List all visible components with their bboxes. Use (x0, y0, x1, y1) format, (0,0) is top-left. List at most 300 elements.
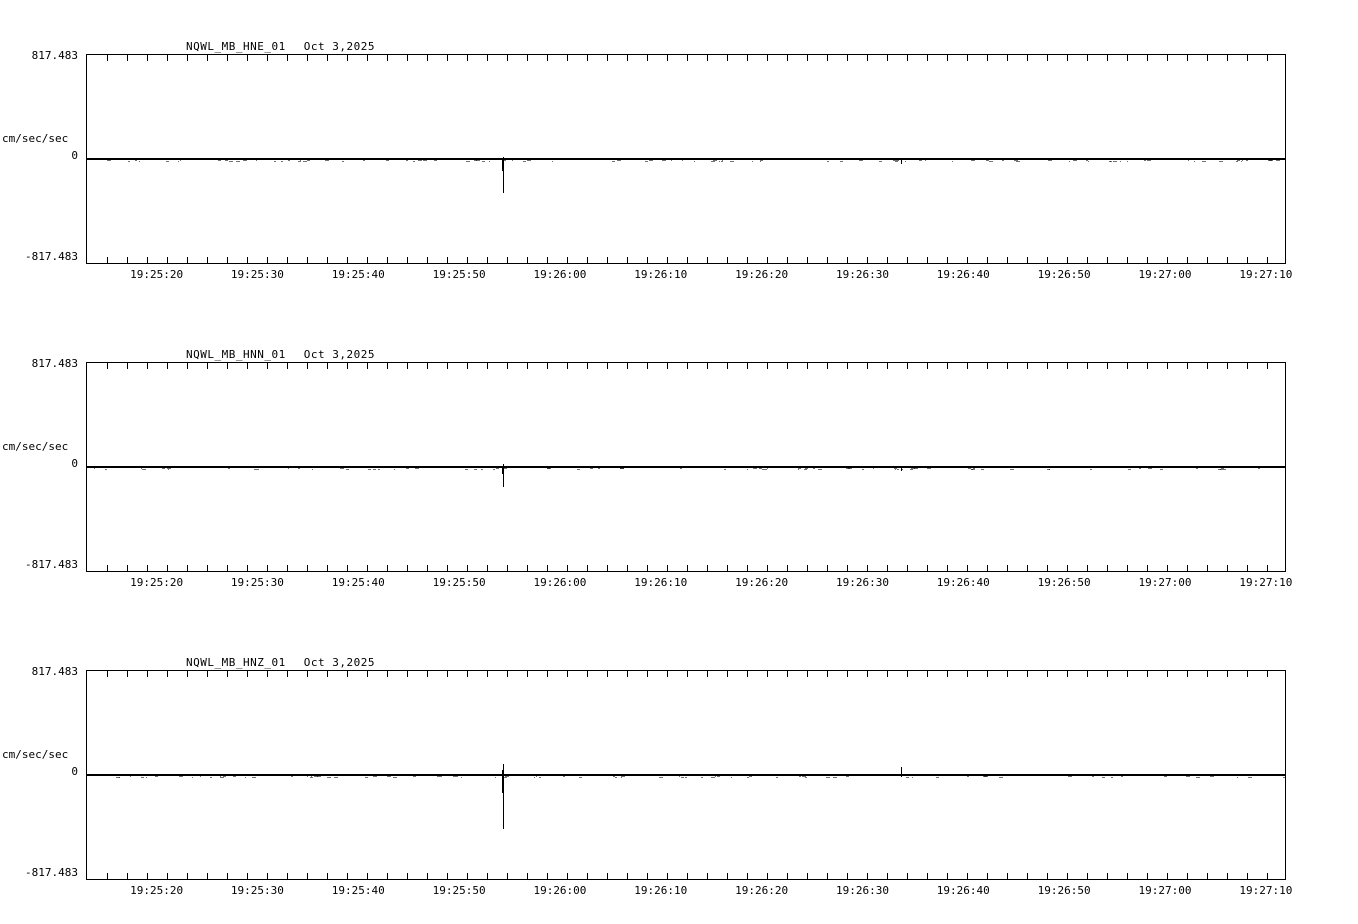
axis-tick-mark (527, 55, 528, 61)
axis-tick-mark (1267, 565, 1268, 571)
trace-noise (1102, 467, 1103, 468)
axis-tick-mark (707, 257, 708, 263)
y-tick-max: 817.483 (31, 357, 78, 370)
axis-tick-mark (127, 565, 128, 571)
trace-noise (413, 774, 415, 775)
axis-tick-mark (927, 363, 928, 369)
axis-tick-mark (1207, 873, 1208, 879)
trace-noise (923, 158, 926, 159)
trace-noise (897, 469, 899, 470)
trace-noise (281, 467, 283, 468)
trace-noise (912, 777, 913, 778)
waveform-spike (502, 770, 503, 793)
trace-noise (1237, 777, 1238, 778)
trace-noise (558, 159, 559, 160)
trace-noise (260, 158, 261, 159)
axis-tick-mark (187, 565, 188, 571)
trace-noise (260, 466, 261, 467)
trace-noise (811, 774, 812, 775)
waveform-panel-hnz (0, 626, 1358, 916)
trace-noise (592, 774, 594, 775)
axis-tick-mark (1167, 671, 1168, 677)
axis-tick-mark (467, 565, 468, 571)
axis-tick-mark (307, 671, 308, 677)
trace-noise (93, 774, 94, 775)
axis-tick-mark (707, 873, 708, 879)
trace-noise (859, 160, 863, 161)
trace-noise (443, 158, 444, 159)
trace-noise (192, 777, 193, 778)
trace-noise (167, 468, 171, 469)
axis-tick-mark (847, 873, 848, 879)
trace-noise (613, 776, 615, 777)
axis-tick-mark (267, 873, 268, 879)
trace-noise (542, 774, 545, 775)
axis-tick-mark (1087, 55, 1088, 61)
trace-noise (146, 777, 147, 778)
trace-noise (106, 158, 108, 159)
x-tick-label: 19:25:50 (432, 884, 486, 897)
trace-noise (1131, 467, 1132, 468)
x-tick-label: 19:25:30 (230, 268, 284, 281)
axis-tick-mark (1107, 873, 1108, 879)
axis-tick-mark (1247, 565, 1248, 571)
x-tick-label: 19:26:50 (1037, 576, 1091, 589)
trace-noise (321, 467, 322, 468)
axis-tick-mark (607, 671, 608, 677)
axis-tick-mark (587, 257, 588, 263)
trace-noise (967, 776, 969, 777)
trace-noise (115, 159, 116, 160)
axis-tick-mark (107, 873, 108, 879)
axis-tick-mark (167, 55, 168, 61)
trace-noise (512, 160, 513, 161)
y-axis-unit-label: cm/sec/sec (2, 440, 69, 453)
trace-noise (230, 159, 232, 160)
axis-tick-mark (607, 363, 608, 369)
trace-noise (1273, 158, 1276, 159)
trace-noise (200, 776, 201, 777)
trace-noise (1238, 775, 1240, 776)
axis-tick-mark (587, 55, 588, 61)
trace-noise (999, 777, 1003, 778)
axis-tick-mark (347, 257, 348, 263)
axis-tick-mark (767, 363, 768, 369)
trace-noise (1248, 777, 1252, 778)
trace-noise (357, 775, 360, 776)
trace-noise (1197, 774, 1199, 775)
axis-tick-mark (727, 873, 728, 879)
axis-tick-mark (1067, 257, 1068, 263)
trace-noise (338, 466, 342, 467)
axis-tick-mark (127, 363, 128, 369)
x-tick-label: 19:25:20 (130, 268, 184, 281)
axis-tick-mark (307, 873, 308, 879)
axis-tick-mark (167, 257, 168, 263)
axis-tick-mark (787, 363, 788, 369)
trace-noise (1126, 466, 1129, 467)
trace-noise (243, 160, 247, 161)
axis-tick-mark (687, 873, 688, 879)
trace-noise (229, 161, 233, 162)
trace-noise (431, 775, 432, 776)
axis-tick-mark (1227, 671, 1228, 677)
trace-noise (255, 469, 259, 470)
trace-noise (294, 775, 298, 776)
trace-noise (413, 161, 415, 162)
axis-tick-mark (567, 565, 568, 571)
trace-noise (598, 468, 600, 469)
trace-noise (413, 776, 416, 777)
axis-tick-mark (107, 363, 108, 369)
trace-noise (221, 774, 222, 775)
waveform-panel-hnn (0, 318, 1358, 608)
trace-noise (461, 777, 462, 778)
trace-noise (1160, 469, 1163, 470)
trace-noise (895, 161, 898, 162)
trace-noise (860, 775, 863, 776)
trace-noise (299, 467, 301, 468)
axis-tick-mark (1087, 257, 1088, 263)
trace-noise (1059, 774, 1062, 775)
axis-tick-mark (1127, 565, 1128, 571)
trace-noise (867, 159, 870, 160)
trace-noise (708, 467, 712, 468)
axis-tick-mark (1267, 671, 1268, 677)
trace-noise (1226, 775, 1230, 776)
trace-noise (836, 775, 839, 776)
trace-noise (346, 469, 349, 470)
trace-noise (952, 161, 953, 162)
waveform-spike (503, 157, 504, 194)
axis-tick-mark (647, 565, 648, 571)
trace-baseline (87, 774, 1285, 776)
axis-tick-mark (407, 671, 408, 677)
plot-area-hnn (86, 362, 1286, 572)
trace-noise (406, 468, 409, 469)
axis-tick-mark (727, 565, 728, 571)
axis-tick-mark (147, 873, 148, 879)
trace-noise (142, 159, 143, 160)
trace-noise (1210, 776, 1214, 777)
axis-tick-mark (987, 873, 988, 879)
x-axis-hnz (86, 884, 1293, 900)
axis-tick-mark (907, 55, 908, 61)
axis-tick-mark (267, 363, 268, 369)
axis-tick-mark (1047, 671, 1048, 677)
trace-noise (752, 161, 753, 162)
trace-noise (679, 776, 680, 777)
axis-tick-mark (1087, 565, 1088, 571)
trace-noise (1047, 467, 1051, 468)
axis-tick-mark (887, 363, 888, 369)
trace-noise (711, 777, 715, 778)
axis-tick-mark (527, 257, 528, 263)
axis-tick-mark (207, 257, 208, 263)
axis-tick-mark (187, 363, 188, 369)
trace-noise (312, 466, 316, 467)
trace-noise (1120, 161, 1121, 162)
axis-tick-mark (1207, 363, 1208, 369)
axis-tick-mark (407, 363, 408, 369)
trace-noise (1086, 160, 1088, 161)
trace-noise (449, 159, 450, 160)
trace-noise (453, 159, 456, 160)
trace-noise (944, 774, 945, 775)
trace-noise (1139, 468, 1141, 469)
x-tick-label: 19:25:40 (331, 884, 385, 897)
trace-noise (397, 467, 399, 468)
trace-noise (773, 159, 777, 160)
trace-noise (272, 467, 273, 468)
trace-noise (450, 467, 453, 468)
station-code: NQWL_MB_HNE_01 (186, 40, 286, 53)
trace-noise (1163, 466, 1165, 467)
axis-tick-mark (1247, 671, 1248, 677)
trace-noise (474, 469, 477, 470)
trace-noise (1128, 775, 1129, 776)
trace-noise (1164, 776, 1167, 777)
x-tick-label: 19:26:10 (634, 268, 688, 281)
trace-noise (1092, 776, 1094, 777)
trace-noise (1128, 469, 1131, 470)
axis-tick-mark (747, 257, 748, 263)
trace-noise (916, 468, 918, 469)
trace-noise (642, 467, 643, 468)
axis-tick-mark (827, 671, 828, 677)
axis-tick-mark (167, 565, 168, 571)
trace-noise (276, 159, 277, 160)
axis-tick-mark (1067, 565, 1068, 571)
trace-noise (1231, 775, 1232, 776)
axis-tick-mark (1207, 671, 1208, 677)
axis-tick-mark (667, 257, 668, 263)
trace-noise (998, 775, 1002, 776)
trace-noise (406, 160, 408, 161)
trace-noise (846, 776, 849, 777)
axis-tick-mark (307, 257, 308, 263)
trace-noise (139, 161, 140, 162)
trace-noise (1188, 160, 1189, 161)
axis-tick-mark (467, 257, 468, 263)
trace-noise (142, 469, 146, 470)
trace-noise (577, 469, 580, 470)
trace-noise (905, 161, 906, 162)
trace-noise (805, 777, 807, 778)
trace-noise (162, 468, 165, 469)
trace-noise (952, 774, 953, 775)
trace-noise (327, 777, 331, 778)
axis-tick-mark (507, 55, 508, 61)
axis-tick-mark (107, 671, 108, 677)
waveform-panel-hne (0, 10, 1358, 300)
axis-tick-mark (987, 671, 988, 677)
axis-tick-mark (527, 565, 528, 571)
axis-tick-mark (727, 363, 728, 369)
axis-tick-mark (707, 671, 708, 677)
trace-noise (681, 466, 684, 467)
axis-tick-mark (1267, 873, 1268, 879)
trace-noise (548, 158, 552, 159)
tick-marks-bottom (87, 565, 1285, 571)
axis-tick-mark (367, 257, 368, 263)
trace-noise (534, 777, 535, 778)
axis-tick-mark (187, 671, 188, 677)
trace-noise (411, 159, 415, 160)
axis-tick-mark (447, 55, 448, 61)
trace-noise (386, 160, 389, 161)
trace-noise (680, 468, 682, 469)
trace-noise (549, 159, 553, 160)
trace-noise (866, 774, 868, 775)
axis-tick-mark (1187, 257, 1188, 263)
axis-tick-mark (307, 363, 308, 369)
trace-noise (645, 161, 648, 162)
axis-tick-mark (207, 565, 208, 571)
trace-noise (547, 468, 551, 469)
trace-noise (611, 159, 614, 160)
axis-tick-mark (1227, 565, 1228, 571)
axis-tick-mark (307, 565, 308, 571)
axis-tick-mark (227, 671, 228, 677)
trace-noise (1068, 776, 1072, 777)
axis-tick-mark (1047, 55, 1048, 61)
trace-noise (1127, 161, 1128, 162)
y-tick-min: -817.483 (25, 250, 78, 263)
trace-noise (649, 160, 653, 161)
axis-tick-mark (107, 257, 108, 263)
axis-tick-mark (647, 671, 648, 677)
trace-noise (228, 468, 230, 469)
trace-noise (658, 158, 659, 159)
trace-noise (895, 160, 899, 161)
trace-noise (1255, 774, 1256, 775)
trace-noise (426, 466, 427, 467)
trace-noise (325, 160, 329, 161)
trace-noise (712, 774, 713, 775)
axis-tick-mark (827, 363, 828, 369)
axis-tick-mark (447, 257, 448, 263)
trace-noise (1113, 161, 1117, 162)
trace-noise (399, 158, 403, 159)
x-tick-label: 19:27:10 (1239, 268, 1293, 281)
axis-tick-mark (107, 565, 108, 571)
trace-noise (996, 466, 998, 467)
axis-tick-mark (707, 55, 708, 61)
trace-noise (730, 774, 732, 775)
trace-noise (218, 160, 221, 161)
trace-noise (862, 469, 864, 470)
trace-noise (876, 467, 880, 468)
trace-noise (116, 777, 120, 778)
axis-tick-mark (687, 257, 688, 263)
trace-noise (522, 775, 526, 776)
trace-noise (378, 774, 381, 775)
x-tick-label: 19:26:20 (735, 576, 789, 589)
trace-noise (1011, 774, 1013, 775)
axis-tick-mark (867, 257, 868, 263)
trace-noise (210, 777, 212, 778)
trace-noise (107, 160, 111, 161)
trace-noise (671, 160, 672, 161)
trace-noise (228, 466, 229, 467)
axis-tick-mark (487, 257, 488, 263)
trace-noise (1151, 158, 1153, 159)
record-date: Oct 3,2025 (303, 348, 375, 361)
trace-noise (826, 777, 830, 778)
trace-noise (105, 469, 107, 470)
axis-tick-mark (467, 363, 468, 369)
axis-tick-mark (147, 257, 148, 263)
axis-tick-mark (567, 363, 568, 369)
axis-tick-mark (1027, 671, 1028, 677)
trace-noise (715, 776, 716, 777)
axis-tick-mark (927, 257, 928, 263)
trace-noise (458, 159, 459, 160)
axis-tick-mark (1187, 363, 1188, 369)
x-tick-label: 19:26:00 (533, 884, 587, 897)
trace-noise (381, 467, 383, 468)
trace-noise (523, 161, 526, 162)
trace-noise (721, 161, 723, 162)
axis-tick-mark (247, 671, 248, 677)
axis-tick-mark (447, 565, 448, 571)
trace-noise (760, 161, 761, 162)
trace-noise (813, 468, 815, 469)
axis-tick-mark (867, 363, 868, 369)
trace-noise (464, 159, 467, 160)
trace-noise (486, 159, 490, 160)
axis-tick-mark (327, 257, 328, 263)
trace-noise (579, 774, 583, 775)
axis-tick-mark (1007, 671, 1008, 677)
axis-tick-mark (567, 671, 568, 677)
trace-noise (1249, 466, 1253, 467)
trace-noise (1014, 160, 1018, 161)
axis-tick-mark (687, 671, 688, 677)
panel-title-hnz (186, 656, 375, 669)
axis-tick-mark (1147, 363, 1148, 369)
trace-noise (89, 159, 92, 160)
x-axis-hnn (86, 576, 1293, 592)
waveform-spike (901, 159, 902, 164)
trace-noise (555, 467, 559, 468)
axis-tick-mark (807, 257, 808, 263)
trace-noise (311, 776, 312, 777)
trace-noise (644, 158, 645, 159)
trace-noise (306, 158, 307, 159)
trace-noise (985, 467, 989, 468)
trace-noise (1161, 159, 1164, 160)
trace-noise (1006, 466, 1010, 467)
trace-noise (476, 160, 477, 161)
axis-tick-mark (907, 565, 908, 571)
trace-noise (171, 158, 175, 159)
trace-noise (427, 159, 428, 160)
trace-noise (1148, 468, 1152, 469)
trace-noise (579, 777, 582, 778)
trace-noise (1186, 776, 1190, 777)
axis-tick-mark (367, 565, 368, 571)
trace-noise (280, 775, 281, 776)
trace-noise (1190, 467, 1192, 468)
axis-tick-mark (247, 873, 248, 879)
axis-tick-mark (1267, 55, 1268, 61)
axis-tick-mark (1107, 55, 1108, 61)
trace-noise (1093, 774, 1097, 775)
trace-noise (250, 774, 252, 775)
axis-tick-mark (1227, 257, 1228, 263)
